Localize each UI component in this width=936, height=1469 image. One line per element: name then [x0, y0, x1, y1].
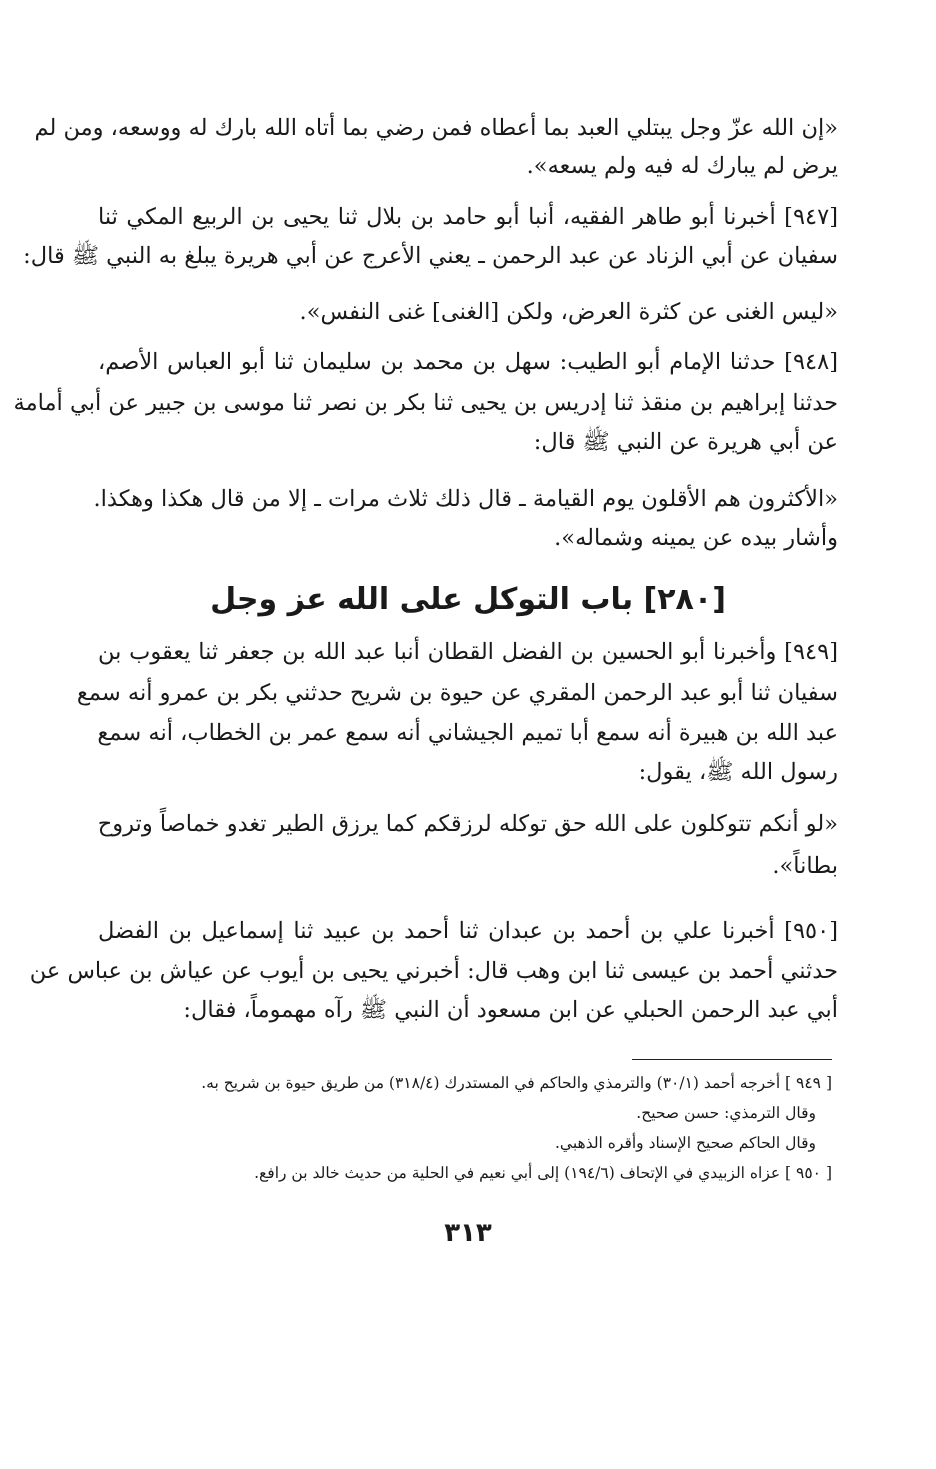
- text-line: بطاناً».: [772, 853, 838, 879]
- text-line: رسول الله ﷺ، يقول:: [638, 759, 838, 785]
- hadith-950-line: [٩٥٠] أخبرنا علي بن أحمد بن عبدان ثنا أحمد بن عبيد ثنا إسماعيل بن الفضل: [98, 918, 838, 944]
- footnote-separator: [632, 1059, 832, 1060]
- text-line: حدثني أحمد بن عيسى ثنا ابن وهب قال: أخبرني يحيى بن أيوب عن عياش بن عباس عن: [29, 958, 838, 984]
- text-line: سفيان ثنا أبو عبد الرحمن المقري عن حيوة بن شريح حدثني بكر بن عمرو أنه سمع: [76, 680, 838, 706]
- footnote-950: [ ٩٥٠ ] عزاه الزبيدي في الإتحاف (١٩٤/٦) إلى أبي نعيم في الحلية من حديث خالد بن رافع.: [254, 1164, 832, 1182]
- text-line: سفيان عن أبي الزناد عن عبد الرحمن ـ يعني الأعرج عن أبي هريرة يبلغ به النبي ﷺ قال:: [23, 243, 838, 269]
- text-line: «إن الله عزّ وجل يبتلي العبد بما أعطاه فمن رضي بما أتاه الله بارك له ووسعه، ومن لم: [34, 115, 838, 141]
- hadith-948-line: [٩٤٨] حدثنا الإمام أبو الطيب: سهل بن محمد بن سليمان ثنا أبو العباس الأصم،: [98, 349, 838, 375]
- quote-line: «ليس الغنى عن كثرة العرض، ولكن [الغنى] غنى النفس».: [299, 299, 838, 325]
- footnote-949: [ ٩٤٩ ] أخرجه أحمد (٣٠/١) والترمذي والحاكم في المستدرك (٣١٨/٤) من طريق حيوة بن شريح به.: [201, 1074, 832, 1092]
- chapter-heading: [٢٨٠] باب التوكل على الله عز وجل: [210, 582, 726, 617]
- text-line: يرض لم يبارك له فيه ولم يسعه».: [526, 153, 838, 179]
- footnote-line: وقال الحاكم صحيح الإسناد وأقره الذهبي.: [555, 1134, 816, 1152]
- text-line: حدثنا إبراهيم بن منقذ ثنا إدريس بن يحيى ثنا بكر بن نصر ثنا موسى بن جبير عن أبي أمامة: [13, 390, 838, 416]
- text-line: وأشار بيده عن يمينه وشماله».: [554, 525, 838, 551]
- text-line: عن أبي هريرة عن النبي ﷺ قال:: [533, 429, 838, 455]
- hadith-949-line: [٩٤٩] وأخبرنا أبو الحسين بن الفضل القطان أنبا عبد الله بن جعفر ثنا يعقوب بن: [98, 639, 838, 665]
- text-line: أبي عبد الرحمن الحبلي عن ابن مسعود أن النبي ﷺ رآه مهموماً، فقال:: [183, 997, 838, 1023]
- footnote-line: وقال الترمذي: حسن صحيح.: [636, 1104, 816, 1122]
- quote-line: «لو أنكم تتوكلون على الله حق توكله لرزقكم كما يرزق الطير تغدو خماصاً وتروح: [97, 811, 838, 837]
- page-number: ٣١٣: [444, 1218, 492, 1248]
- text-line: عبد الله بن هبيرة أنه سمع أبا تميم الجيشاني أنه سمع عمر بن الخطاب، أنه سمع: [97, 720, 838, 746]
- quote-line: «الأكثرون هم الأقلون يوم القيامة ـ قال ذلك ثلاث مرات ـ إلا من قال هكذا وهكذا.: [93, 486, 838, 512]
- hadith-947-line: [٩٤٧] أخبرنا أبو طاهر الفقيه، أنبا أبو حامد بن بلال ثنا يحيى بن الربيع المكي ثنا: [98, 204, 838, 230]
